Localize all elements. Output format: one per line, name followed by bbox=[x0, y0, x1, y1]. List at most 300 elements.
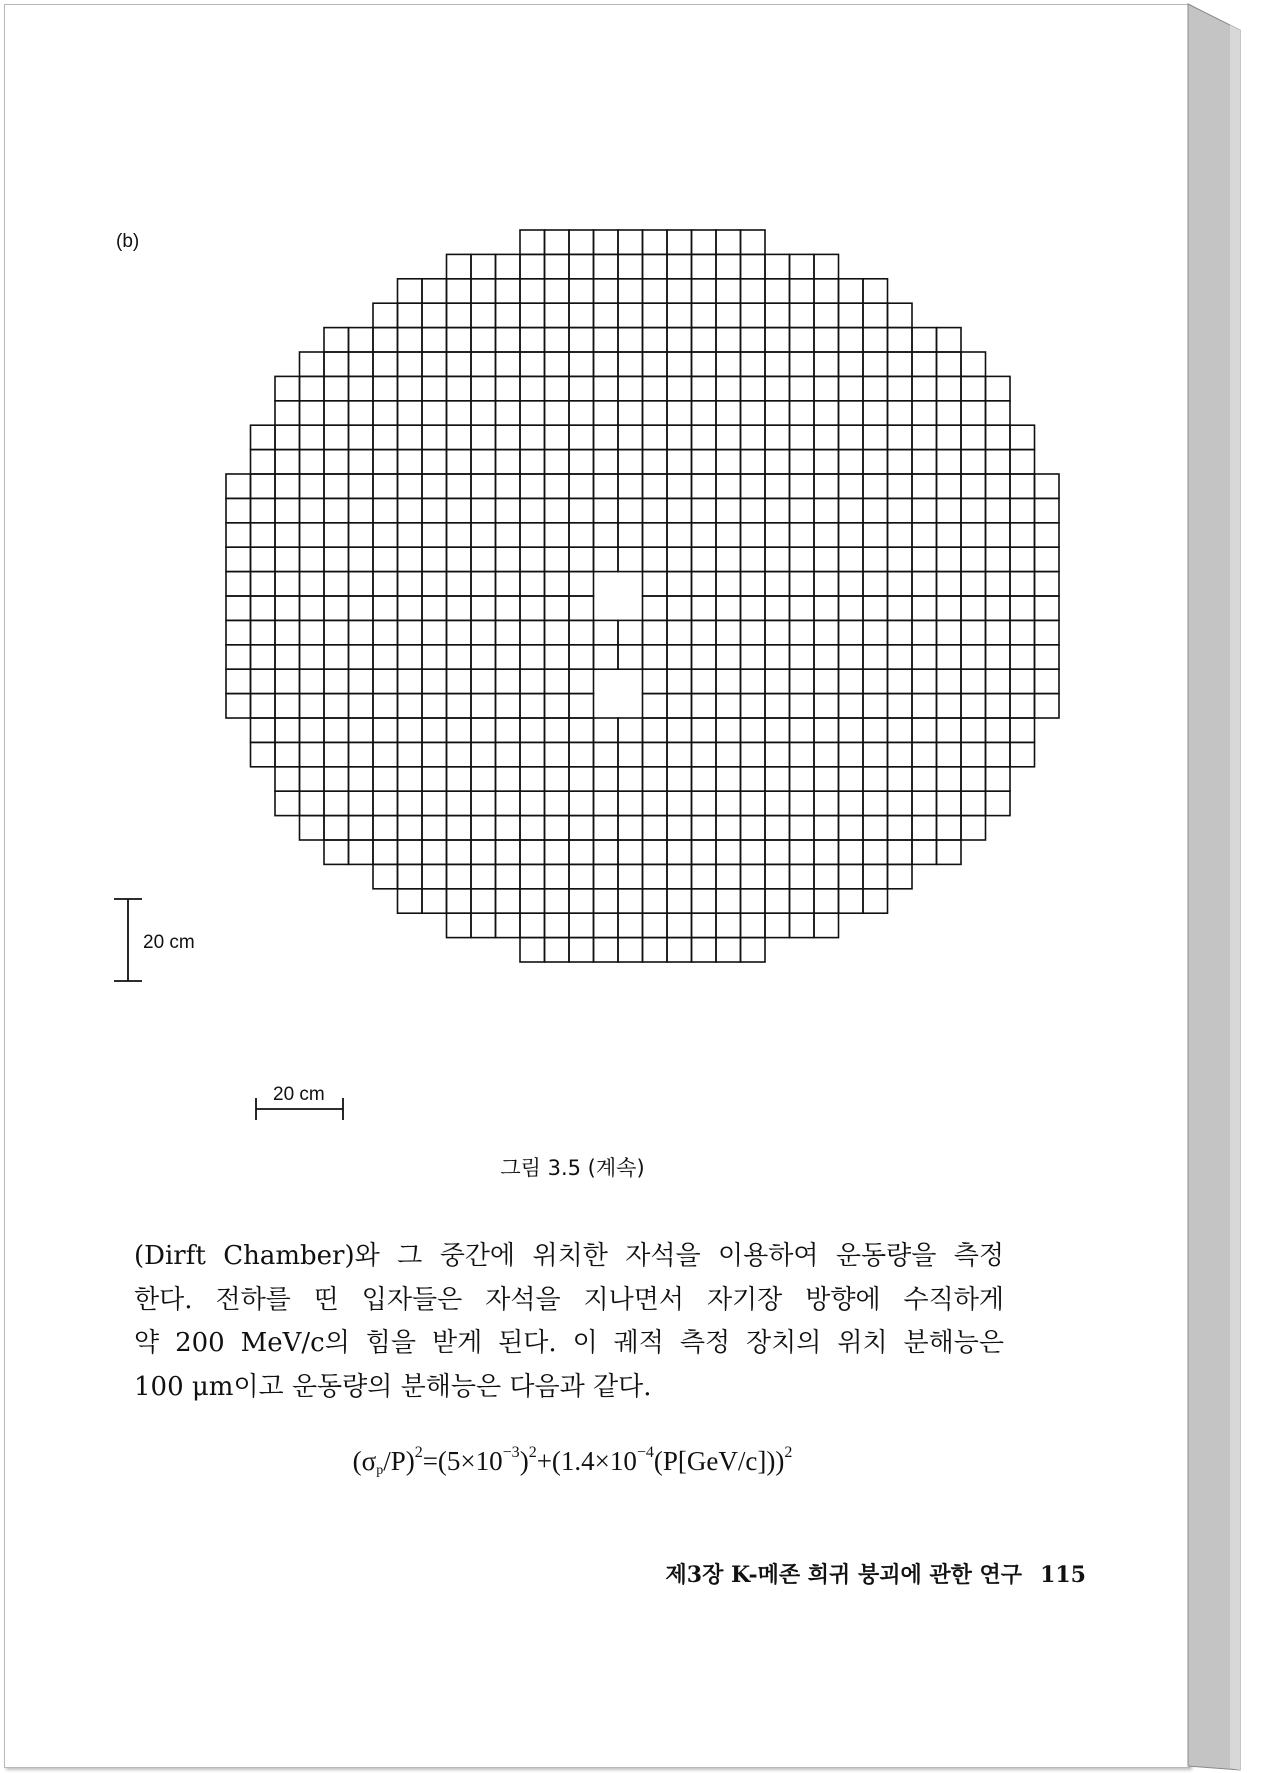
detector-cell bbox=[814, 913, 839, 937]
detector-cell bbox=[888, 328, 913, 352]
detector-cell bbox=[324, 742, 349, 766]
body-line-3: 약 200 MeV/c의 힘을 받게 된다. 이 궤적 측정 장치의 위치 분해능은 bbox=[134, 1328, 1004, 1358]
detector-cell bbox=[814, 254, 839, 278]
detector-cell bbox=[741, 889, 766, 913]
detector-cell bbox=[349, 694, 374, 718]
detector-cell bbox=[545, 401, 570, 425]
detector-cell bbox=[692, 498, 717, 522]
detector-cell bbox=[986, 498, 1011, 522]
detector-cell bbox=[545, 254, 570, 278]
detector-cell bbox=[667, 523, 692, 547]
detector-cell bbox=[618, 547, 643, 571]
detector-cell bbox=[447, 645, 472, 669]
detector-cell bbox=[765, 694, 790, 718]
detector-cell bbox=[863, 791, 888, 815]
detector-cell bbox=[814, 328, 839, 352]
detector-cell bbox=[520, 328, 545, 352]
detector-cell bbox=[618, 425, 643, 449]
detector-cell bbox=[471, 791, 496, 815]
detector-cell bbox=[765, 669, 790, 693]
detector-cell bbox=[912, 328, 937, 352]
detector-cell bbox=[986, 791, 1011, 815]
detector-cell bbox=[814, 742, 839, 766]
detector-cell bbox=[422, 401, 447, 425]
detector-cell bbox=[300, 669, 325, 693]
detector-cell bbox=[765, 791, 790, 815]
formula-exp1: −3 bbox=[502, 1444, 520, 1461]
detector-cell bbox=[594, 376, 619, 400]
detector-cell bbox=[398, 279, 423, 303]
detector-cell bbox=[937, 523, 962, 547]
detector-cell bbox=[569, 401, 594, 425]
detector-cell bbox=[863, 645, 888, 669]
detector-cell bbox=[496, 864, 521, 888]
detector-cell bbox=[349, 572, 374, 596]
detector-cell bbox=[741, 645, 766, 669]
detector-cell bbox=[226, 669, 251, 693]
detector-cell bbox=[398, 523, 423, 547]
detector-cell bbox=[839, 498, 864, 522]
detector-cell bbox=[422, 572, 447, 596]
detector-cell bbox=[569, 352, 594, 376]
detector-cell bbox=[324, 352, 349, 376]
detector-cell bbox=[618, 864, 643, 888]
detector-cell bbox=[765, 889, 790, 913]
detector-cell bbox=[422, 547, 447, 571]
detector-cell bbox=[716, 425, 741, 449]
detector-cell bbox=[471, 742, 496, 766]
detector-cell bbox=[324, 328, 349, 352]
detector-cell bbox=[937, 742, 962, 766]
detector-cell bbox=[471, 718, 496, 742]
detector-cell bbox=[398, 401, 423, 425]
detector-cell bbox=[839, 620, 864, 644]
detector-cell bbox=[569, 450, 594, 474]
detector-cell bbox=[569, 328, 594, 352]
detector-cell bbox=[398, 596, 423, 620]
detector-cell bbox=[863, 474, 888, 498]
detector-cell bbox=[986, 425, 1011, 449]
detector-cell bbox=[1010, 742, 1035, 766]
detector-cell bbox=[275, 596, 300, 620]
detector-cell bbox=[520, 572, 545, 596]
detector-cell bbox=[545, 425, 570, 449]
detector-cell bbox=[275, 791, 300, 815]
detector-cell bbox=[839, 596, 864, 620]
detector-cell bbox=[692, 230, 717, 254]
detector-cell bbox=[545, 596, 570, 620]
detector-cell bbox=[545, 694, 570, 718]
chapter-title: 제3장 K-메존 희귀 붕괴에 관한 연구 bbox=[665, 1562, 1023, 1588]
detector-cell bbox=[398, 669, 423, 693]
detector-cell bbox=[496, 620, 521, 644]
detector-cell bbox=[545, 620, 570, 644]
detector-cell bbox=[471, 840, 496, 864]
detector-cell bbox=[520, 938, 545, 962]
detector-cell bbox=[422, 376, 447, 400]
detector-cell bbox=[496, 376, 521, 400]
detector-cell bbox=[251, 474, 276, 498]
detector-cell bbox=[275, 523, 300, 547]
detector-cell bbox=[373, 498, 398, 522]
formula-sq2: 2 bbox=[528, 1444, 537, 1461]
detector-cell bbox=[667, 669, 692, 693]
detector-cell bbox=[667, 913, 692, 937]
detector-cell bbox=[692, 938, 717, 962]
detector-cell bbox=[373, 328, 398, 352]
detector-cell bbox=[765, 425, 790, 449]
detector-cell bbox=[520, 864, 545, 888]
detector-cell bbox=[594, 913, 619, 937]
detector-cell bbox=[790, 498, 815, 522]
detector-cell bbox=[1035, 572, 1060, 596]
detector-cell bbox=[300, 425, 325, 449]
detector-cell bbox=[888, 645, 913, 669]
detector-cell bbox=[471, 498, 496, 522]
detector-cell bbox=[643, 889, 668, 913]
detector-cell bbox=[863, 669, 888, 693]
detector-cell bbox=[692, 864, 717, 888]
detector-cell bbox=[667, 791, 692, 815]
detector-cell bbox=[422, 791, 447, 815]
detector-cell bbox=[471, 913, 496, 937]
detector-cell bbox=[569, 523, 594, 547]
detector-cell bbox=[741, 474, 766, 498]
detector-cell bbox=[398, 840, 423, 864]
detector-cell bbox=[569, 572, 594, 596]
detector-cell bbox=[814, 303, 839, 327]
detector-cell bbox=[545, 303, 570, 327]
formula-sq3: 2 bbox=[784, 1444, 793, 1461]
detector-cell bbox=[741, 791, 766, 815]
detector-cell bbox=[937, 669, 962, 693]
detector-cell bbox=[765, 840, 790, 864]
detector-cell bbox=[667, 645, 692, 669]
detector-cell bbox=[986, 669, 1011, 693]
detector-cell bbox=[814, 498, 839, 522]
detector-cell bbox=[692, 791, 717, 815]
detector-cell bbox=[814, 816, 839, 840]
detector-cell bbox=[496, 767, 521, 791]
detector-cell bbox=[422, 498, 447, 522]
detector-cell bbox=[569, 742, 594, 766]
detector-cell bbox=[692, 279, 717, 303]
detector-cell bbox=[471, 523, 496, 547]
detector-cell bbox=[692, 742, 717, 766]
detector-cell bbox=[790, 425, 815, 449]
detector-cell bbox=[496, 816, 521, 840]
detector-cell bbox=[888, 596, 913, 620]
detector-cell bbox=[692, 669, 717, 693]
detector-cell bbox=[790, 913, 815, 937]
detector-cell bbox=[398, 791, 423, 815]
detector-cell bbox=[447, 596, 472, 620]
detector-cell bbox=[814, 352, 839, 376]
detector-cell bbox=[716, 596, 741, 620]
detector-cell bbox=[888, 816, 913, 840]
detector-cell bbox=[594, 352, 619, 376]
detector-cell bbox=[765, 742, 790, 766]
detector-cell bbox=[545, 840, 570, 864]
detector-cell bbox=[569, 596, 594, 620]
detector-cell bbox=[790, 669, 815, 693]
detector-cell bbox=[741, 279, 766, 303]
detector-cell bbox=[520, 645, 545, 669]
detector-cell bbox=[961, 425, 986, 449]
detector-cell bbox=[349, 596, 374, 620]
detector-cell bbox=[643, 450, 668, 474]
detector-cell bbox=[569, 694, 594, 718]
detector-cell bbox=[520, 376, 545, 400]
detector-cell bbox=[912, 474, 937, 498]
detector-cell bbox=[937, 596, 962, 620]
detector-cell bbox=[814, 791, 839, 815]
detector-cell bbox=[447, 767, 472, 791]
detector-cell bbox=[937, 450, 962, 474]
detector-cell bbox=[251, 718, 276, 742]
detector-cell bbox=[251, 694, 276, 718]
detector-cell bbox=[569, 376, 594, 400]
detector-cell bbox=[692, 523, 717, 547]
detector-cell bbox=[545, 889, 570, 913]
detector-cell bbox=[716, 376, 741, 400]
detector-cell bbox=[814, 645, 839, 669]
detector-cell bbox=[398, 303, 423, 327]
detector-cell bbox=[618, 767, 643, 791]
detector-cell bbox=[741, 742, 766, 766]
detector-cell bbox=[520, 913, 545, 937]
detector-cell bbox=[618, 840, 643, 864]
detector-cell bbox=[569, 547, 594, 571]
detector-cell bbox=[349, 669, 374, 693]
detector-cell bbox=[937, 572, 962, 596]
detector-cell bbox=[496, 401, 521, 425]
detector-cell bbox=[471, 303, 496, 327]
detector-cell bbox=[373, 694, 398, 718]
detector-cell bbox=[1010, 425, 1035, 449]
detector-cell bbox=[839, 840, 864, 864]
detector-cell bbox=[888, 498, 913, 522]
detector-cell bbox=[667, 596, 692, 620]
detector-cell bbox=[569, 864, 594, 888]
detector-cell bbox=[912, 669, 937, 693]
detector-cell bbox=[741, 523, 766, 547]
detector-cell bbox=[471, 572, 496, 596]
detector-cell bbox=[790, 303, 815, 327]
detector-cell bbox=[961, 401, 986, 425]
detector-cell bbox=[373, 840, 398, 864]
detector-cell bbox=[373, 645, 398, 669]
detector-cell bbox=[373, 572, 398, 596]
detector-cell bbox=[716, 913, 741, 937]
detector-cell bbox=[447, 620, 472, 644]
detector-cell bbox=[839, 523, 864, 547]
detector-cell bbox=[275, 425, 300, 449]
detector-cell bbox=[814, 767, 839, 791]
detector-cell bbox=[937, 328, 962, 352]
detector-cell bbox=[545, 718, 570, 742]
detector-cell bbox=[643, 523, 668, 547]
detector-cell bbox=[275, 547, 300, 571]
detector-cell bbox=[447, 401, 472, 425]
detector-cell bbox=[863, 547, 888, 571]
detector-cell bbox=[839, 816, 864, 840]
detector-cell bbox=[692, 547, 717, 571]
detector-cell bbox=[741, 352, 766, 376]
detector-cell bbox=[496, 279, 521, 303]
body-line-4: 100 μm이고 운동량의 분해능은 다음과 같다. bbox=[134, 1371, 652, 1402]
detector-cell bbox=[937, 474, 962, 498]
detector-cell bbox=[349, 328, 374, 352]
detector-cell bbox=[839, 742, 864, 766]
detector-cell bbox=[226, 523, 251, 547]
detector-cell bbox=[863, 596, 888, 620]
detector-cell bbox=[643, 303, 668, 327]
detector-cell bbox=[275, 742, 300, 766]
detector-cell bbox=[226, 596, 251, 620]
detector-cell bbox=[765, 279, 790, 303]
detector-cell bbox=[667, 767, 692, 791]
detector-cell bbox=[545, 767, 570, 791]
detector-cell bbox=[398, 547, 423, 571]
detector-cell bbox=[937, 840, 962, 864]
detector-cell bbox=[1010, 645, 1035, 669]
detector-cell bbox=[814, 694, 839, 718]
detector-cell bbox=[643, 328, 668, 352]
detector-cell bbox=[349, 718, 374, 742]
detector-cell bbox=[937, 547, 962, 571]
detector-cell bbox=[888, 376, 913, 400]
detector-cell bbox=[961, 523, 986, 547]
detector-cell bbox=[594, 279, 619, 303]
detector-cell bbox=[863, 523, 888, 547]
detector-cell bbox=[398, 645, 423, 669]
detector-cell bbox=[545, 791, 570, 815]
detector-cell bbox=[520, 523, 545, 547]
formula-sq1: 2 bbox=[414, 1444, 423, 1461]
detector-cell bbox=[520, 669, 545, 693]
detector-cell bbox=[545, 376, 570, 400]
detector-cell bbox=[520, 230, 545, 254]
detector-cell bbox=[716, 767, 741, 791]
detector-cell bbox=[692, 596, 717, 620]
detector-cell bbox=[839, 718, 864, 742]
detector-cell bbox=[692, 889, 717, 913]
body-line-2: 한다. 전하를 띤 입자들은 자석을 지나면서 자기장 방향에 수직하게 bbox=[134, 1284, 1004, 1315]
figure-caption: 그림 3.5 (계속) bbox=[500, 1156, 645, 1180]
detector-cell bbox=[594, 474, 619, 498]
detector-cell bbox=[545, 450, 570, 474]
detector-cell bbox=[912, 572, 937, 596]
detector-cell bbox=[888, 791, 913, 815]
detector-cell bbox=[912, 425, 937, 449]
detector-cell bbox=[986, 450, 1011, 474]
detector-cell bbox=[716, 938, 741, 962]
detector-cell bbox=[692, 425, 717, 449]
detector-cell bbox=[496, 840, 521, 864]
detector-cell bbox=[594, 816, 619, 840]
detector-cell bbox=[496, 596, 521, 620]
detector-cell bbox=[863, 718, 888, 742]
detector-cell bbox=[618, 913, 643, 937]
detector-cell bbox=[765, 303, 790, 327]
detector-cell bbox=[618, 791, 643, 815]
detector-cell bbox=[937, 767, 962, 791]
detector-cell bbox=[422, 742, 447, 766]
detector-cell bbox=[643, 498, 668, 522]
detector-cell bbox=[373, 523, 398, 547]
detector-cell bbox=[765, 254, 790, 278]
detector-cell bbox=[594, 303, 619, 327]
detector-cell bbox=[251, 498, 276, 522]
detector-cell bbox=[398, 474, 423, 498]
detector-cell bbox=[1010, 572, 1035, 596]
detector-cell bbox=[545, 230, 570, 254]
detector-cell bbox=[471, 279, 496, 303]
detector-cell bbox=[594, 645, 619, 669]
detector-cell bbox=[226, 498, 251, 522]
detector-cell bbox=[496, 547, 521, 571]
detector-cell bbox=[618, 401, 643, 425]
detector-cell bbox=[912, 376, 937, 400]
detector-cell bbox=[496, 669, 521, 693]
detector-cell bbox=[643, 791, 668, 815]
detector-cell bbox=[545, 572, 570, 596]
detector-cell bbox=[667, 694, 692, 718]
detector-cell bbox=[741, 376, 766, 400]
detector-cell bbox=[300, 547, 325, 571]
detector-cell bbox=[716, 864, 741, 888]
detector-cell bbox=[349, 450, 374, 474]
detector-cell bbox=[373, 620, 398, 644]
detector-cell bbox=[569, 718, 594, 742]
detector-cell bbox=[667, 279, 692, 303]
detector-cell bbox=[251, 523, 276, 547]
detector-cell bbox=[912, 645, 937, 669]
detector-cell bbox=[422, 864, 447, 888]
detector-cell bbox=[912, 767, 937, 791]
detector-cell bbox=[251, 620, 276, 644]
detector-cell bbox=[839, 669, 864, 693]
detector-cell bbox=[398, 376, 423, 400]
detector-cell bbox=[618, 230, 643, 254]
detector-cell bbox=[912, 450, 937, 474]
detector-cell bbox=[447, 376, 472, 400]
detector-cell bbox=[447, 694, 472, 718]
detector-cell bbox=[373, 450, 398, 474]
detector-cell bbox=[471, 645, 496, 669]
detector-cell bbox=[545, 669, 570, 693]
detector-cell bbox=[667, 742, 692, 766]
detector-cell bbox=[986, 572, 1011, 596]
detector-cell bbox=[937, 645, 962, 669]
detector-cell bbox=[398, 694, 423, 718]
detector-cell bbox=[300, 620, 325, 644]
detector-cell bbox=[741, 840, 766, 864]
detector-cell bbox=[618, 816, 643, 840]
vertical-scale-label: 20 cm bbox=[143, 932, 195, 953]
page-footer bbox=[666, 1558, 1086, 1589]
detector-cell bbox=[692, 913, 717, 937]
detector-cell bbox=[447, 864, 472, 888]
detector-cell bbox=[398, 742, 423, 766]
detector-cell bbox=[398, 425, 423, 449]
detector-cell bbox=[692, 645, 717, 669]
detector-cell bbox=[226, 694, 251, 718]
detector-cell bbox=[447, 791, 472, 815]
detector-cell bbox=[422, 279, 447, 303]
detector-cell bbox=[961, 669, 986, 693]
